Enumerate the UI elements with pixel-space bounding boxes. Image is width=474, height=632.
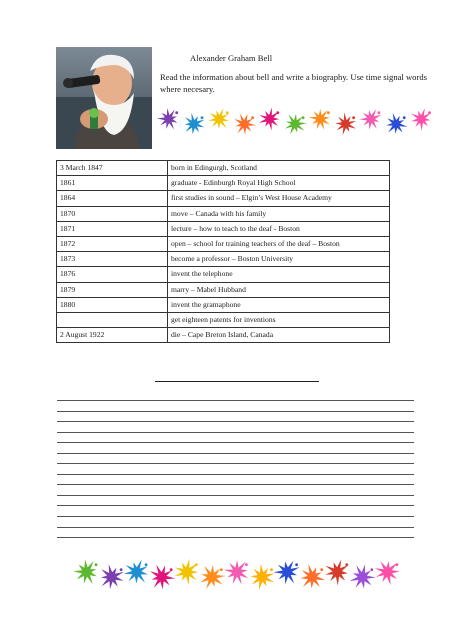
timeline-table [56, 160, 390, 343]
paint-drop-icon [295, 563, 298, 566]
timeline-date: 3 March 1847 [57, 161, 168, 176]
paint-drop-icon [270, 568, 273, 571]
writing-line [57, 484, 414, 495]
timeline-event: invent the gramaphone [168, 297, 390, 312]
paint-drop-icon [120, 568, 123, 571]
timeline-row [57, 176, 390, 191]
timeline-event: die – Cape Breton Island, Canada [168, 328, 390, 343]
timeline-date: 1871 [57, 221, 168, 236]
paint-drop-icon [403, 116, 406, 119]
writing-lines [57, 400, 414, 548]
paint-drop-icon [302, 116, 305, 119]
timeline-row [57, 312, 390, 327]
writing-line [57, 453, 414, 464]
timeline-date: 1880 [57, 297, 168, 312]
timeline-event: lecture – how to teach to the deaf - Boston [168, 221, 390, 236]
timeline-date [57, 312, 168, 327]
timeline-date: 1872 [57, 236, 168, 251]
timeline-row [57, 297, 390, 312]
writing-line [57, 516, 414, 527]
paint-drop-icon [352, 116, 355, 119]
writing-line [57, 505, 414, 516]
writing-line [57, 495, 414, 506]
timeline-event: graduate - Edinburgh Royal High School [168, 176, 390, 191]
timeline-event: open – school for training teachers of the deaf – Boston [168, 236, 390, 251]
writing-line [57, 474, 414, 485]
paint-splat-icon [259, 108, 279, 131]
timeline-event: invent the telephone [168, 267, 390, 282]
timeline-date: 1864 [57, 191, 168, 206]
writing-line [57, 400, 414, 411]
paint-splat-icon [174, 559, 198, 586]
paint-splat-icon [124, 560, 148, 584]
paint-drop-icon [428, 111, 431, 114]
paint-splat-icon [208, 108, 229, 129]
paint-drop-icon [145, 563, 148, 566]
timeline-row [57, 328, 390, 343]
writing-line [57, 537, 414, 548]
timeline-event: marry – Mabel Hubband [168, 282, 390, 297]
paint-drop-icon [220, 568, 223, 571]
paint-drop-icon [276, 111, 279, 114]
paint-splat-icon [224, 560, 249, 585]
paint-drop-icon [370, 568, 373, 571]
timeline-date: 2 August 1922 [57, 328, 168, 343]
timeline-date: 1876 [57, 267, 168, 282]
paint-drop-icon [378, 111, 381, 114]
paint-splat-icon [325, 560, 348, 586]
timeline-row [57, 282, 390, 297]
timeline-row [57, 161, 390, 176]
paint-drop-icon [95, 563, 98, 566]
paint-drop-icon [345, 563, 348, 566]
biography-title-line [155, 381, 319, 382]
portrait-image [56, 47, 152, 149]
timeline-row [57, 267, 390, 282]
paint-drop-icon [195, 563, 198, 566]
writing-line [57, 432, 414, 443]
timeline-event: get eighteen patents for inventions [168, 312, 390, 327]
timeline-event: move – Canada with his family [168, 206, 390, 221]
writing-line [57, 411, 414, 422]
paint-splat-icon [301, 564, 326, 588]
timeline-row [57, 206, 390, 221]
portrait-bell-icon [56, 47, 152, 149]
page-title: Alexander Graham Bell [190, 53, 273, 63]
paint-drop-icon [251, 116, 254, 119]
paint-drop-icon [170, 568, 173, 571]
writing-line [57, 421, 414, 432]
paint-drop-icon [201, 116, 204, 119]
paint-splat-icon [335, 112, 356, 135]
timeline-row [57, 236, 390, 251]
instructions-text: Read the information about bell and write a biography. Use time signal words where necesary. [160, 72, 427, 95]
paint-drop-icon [320, 568, 323, 571]
timeline-event: become a professor – Boston University [168, 252, 390, 267]
timeline-event: born in Edingurgh, Scotland [168, 161, 390, 176]
timeline-row [57, 221, 390, 236]
paint-splat-icon [250, 564, 274, 591]
paint-splats-decoration-bottom [74, 556, 400, 592]
paint-splat-icon [150, 565, 175, 590]
paint-drop-icon [175, 111, 178, 114]
paint-splat-icon [386, 113, 407, 134]
writing-line [57, 527, 414, 538]
timeline-date: 1873 [57, 252, 168, 267]
paint-drop-icon [396, 563, 399, 566]
paint-splat-icon [309, 109, 330, 130]
writing-line [57, 463, 414, 474]
paint-splat-icon [350, 564, 376, 588]
paint-splat-icon [157, 108, 178, 129]
paint-splat-icon [411, 108, 431, 130]
paint-drop-icon [245, 563, 248, 566]
timeline-date: 1861 [57, 176, 168, 191]
paint-splat-icon [101, 564, 124, 589]
writing-line [57, 442, 414, 453]
timeline-date: 1870 [57, 206, 168, 221]
timeline-date: 1879 [57, 282, 168, 297]
paint-drop-icon [226, 111, 229, 114]
paint-splat-icon [185, 113, 205, 134]
paint-drop-icon [327, 111, 330, 114]
timeline-event: first studies in sound – Elgin’s West House Academy [168, 191, 390, 206]
timeline-row [57, 252, 390, 267]
paint-splats-decoration-top [156, 106, 434, 136]
paint-splat-icon [74, 559, 97, 584]
timeline-row [57, 191, 390, 206]
